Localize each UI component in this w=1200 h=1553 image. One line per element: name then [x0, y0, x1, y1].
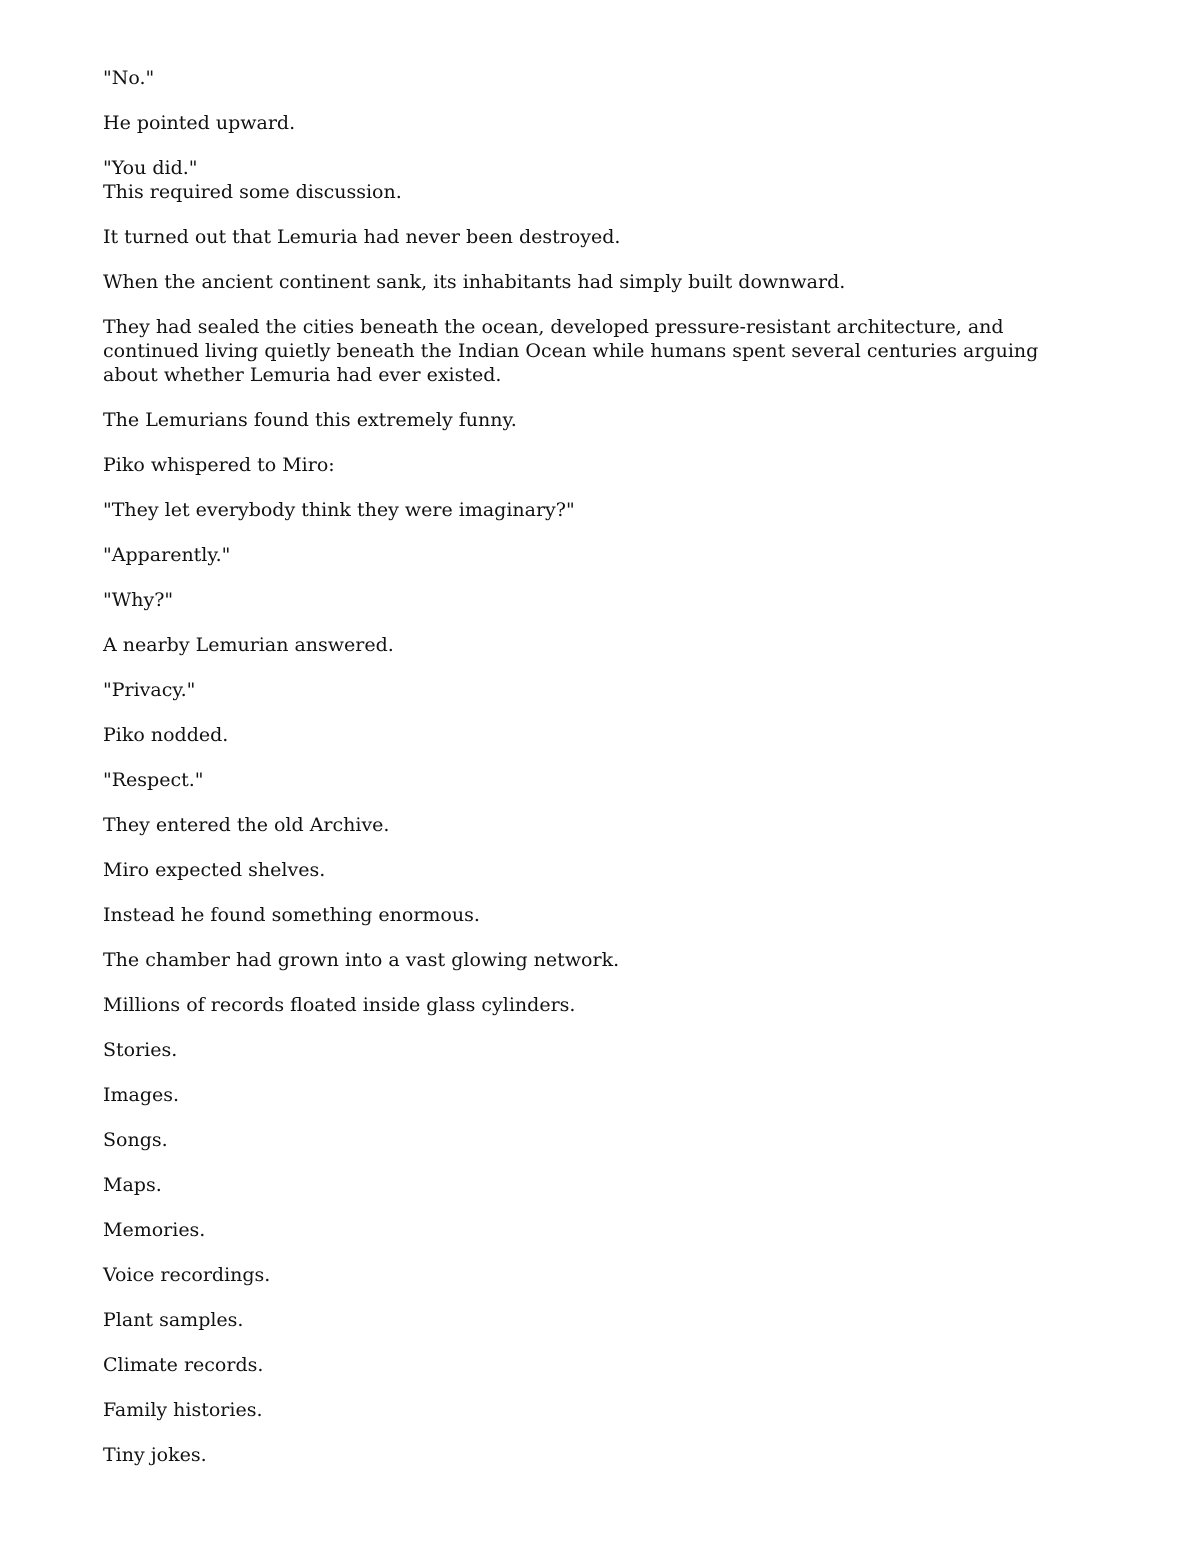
paragraph: Millions of records floated inside glass cylinders. [103, 994, 576, 1016]
paragraph: Plant samples. [103, 1309, 244, 1331]
paragraph: "Privacy." [103, 679, 196, 701]
paragraph: When the ancient continent sank, its inhabitants had simply built downward. [103, 271, 846, 293]
paragraph: They entered the old Archive. [103, 814, 390, 836]
paragraph: Images. [103, 1084, 180, 1106]
paragraph: It turned out that Lemuria had never been destroyed. [103, 226, 621, 248]
paragraph: "No." [103, 67, 155, 89]
paragraph: Tiny jokes. [103, 1444, 207, 1466]
paragraph: "Apparently." [103, 544, 231, 566]
paragraph: The Lemurians found this extremely funny. [103, 409, 517, 431]
paragraph: Family histories. [103, 1399, 263, 1421]
paragraph: "You did." [103, 157, 198, 179]
paragraph: Memories. [103, 1219, 206, 1241]
paragraph: The chamber had grown into a vast glowing network. [103, 949, 620, 971]
paragraph: Instead he found something enormous. [103, 904, 480, 926]
paragraph: A nearby Lemurian answered. [103, 634, 394, 656]
paragraph: Miro expected shelves. [103, 859, 326, 881]
paragraph: Piko nodded. [103, 724, 229, 746]
paragraph: "They let everybody think they were imaginary?" [103, 499, 575, 521]
paragraph: Maps. [103, 1174, 162, 1196]
paragraph: "Respect." [103, 769, 204, 791]
paragraph: Piko whispered to Miro: [103, 454, 335, 476]
paragraph: Voice recordings. [103, 1264, 271, 1286]
paragraph: Climate records. [103, 1354, 264, 1376]
paragraph: This required some discussion. [103, 181, 402, 203]
document-page [103, 66, 1093, 1488]
paragraph: "Why?" [103, 589, 174, 611]
paragraph: They had sealed the cities beneath the ocean, developed pressure-resistant architecture, and continued living quietly beneath the Indian Ocean while humans spent several centuries arguing about whether Lemuria had ever existed. [103, 316, 1039, 386]
paragraph: Songs. [103, 1129, 168, 1151]
paragraph: He pointed upward. [103, 112, 296, 134]
paragraph: Stories. [103, 1039, 178, 1061]
